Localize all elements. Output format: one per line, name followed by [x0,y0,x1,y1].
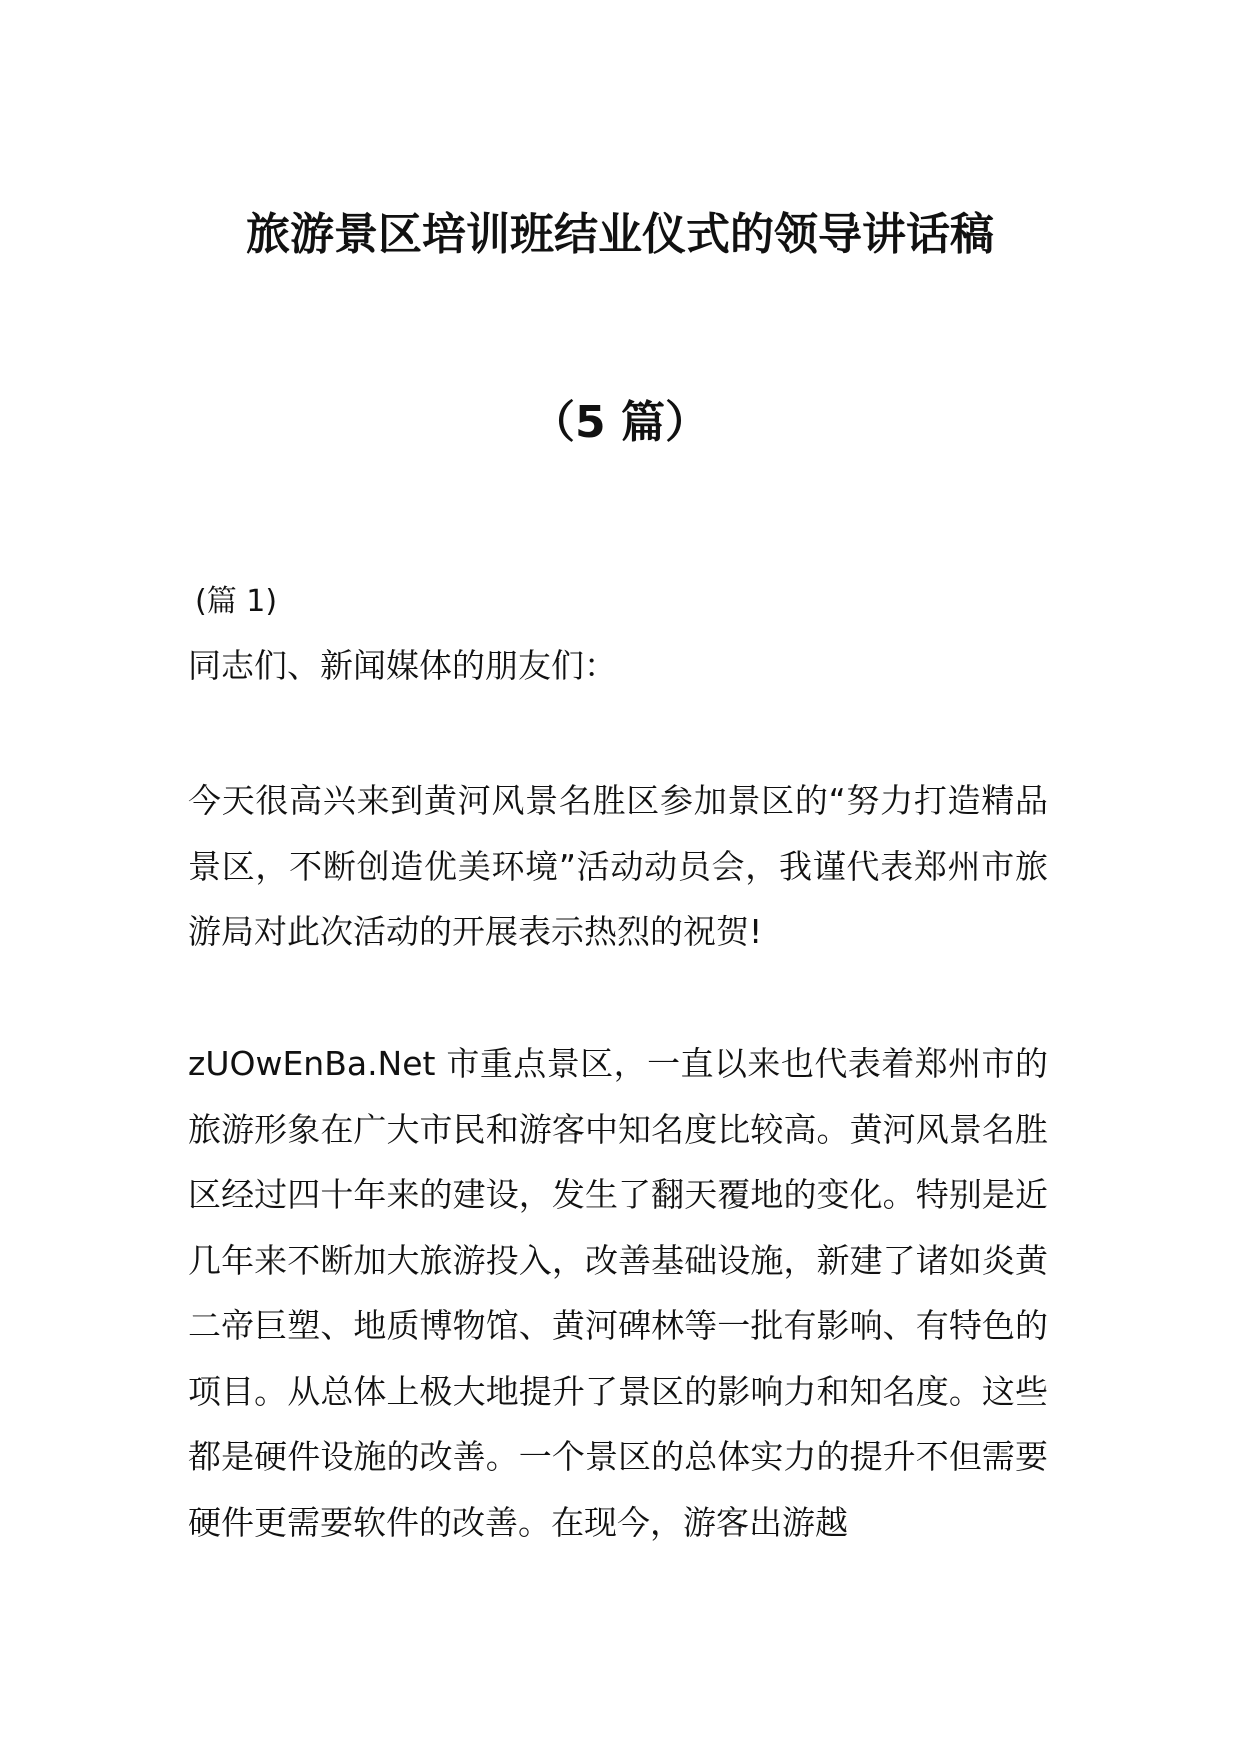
body-paragraph: 今天很高兴来到黄河风景名胜区参加景区的“努力打造精品景区，不断创造优美环境”活动动员会，我谨代表郑州市旅游局对此次活动的开展表示热烈的祝贺! [188,781,1048,951]
document-title: 旅游景区培训班结业仪式的领导讲话稿 [246,209,994,260]
greeting-line: 同志们、新闻媒体的朋友们： [188,646,617,685]
body-paragraph: zUOwEnBa.Net 市重点景区，一直以来也代表着郑州市的旅游形象在广大市民和游客中知名度比较高。黄河风景名胜区经过四十年来的建设，发生了翻天覆地的变化。特别是近几年来不断加大旅游投入，改善基础设施，新建了诸如炎黄二帝巨塑、地质博物馆、黄河碑林等一批有影响、有特色的项目。从总体上极大地提升了景区的影响力和知名度。这些都是硬件设施的改善。一个景区的总体实力的提升不但需要硬件更需要软件的改善。在现今，游客出游越 [188,1044,1048,1542]
section-label: (篇 1) [195,584,278,619]
document-subtitle: （5 篇） [531,397,709,448]
